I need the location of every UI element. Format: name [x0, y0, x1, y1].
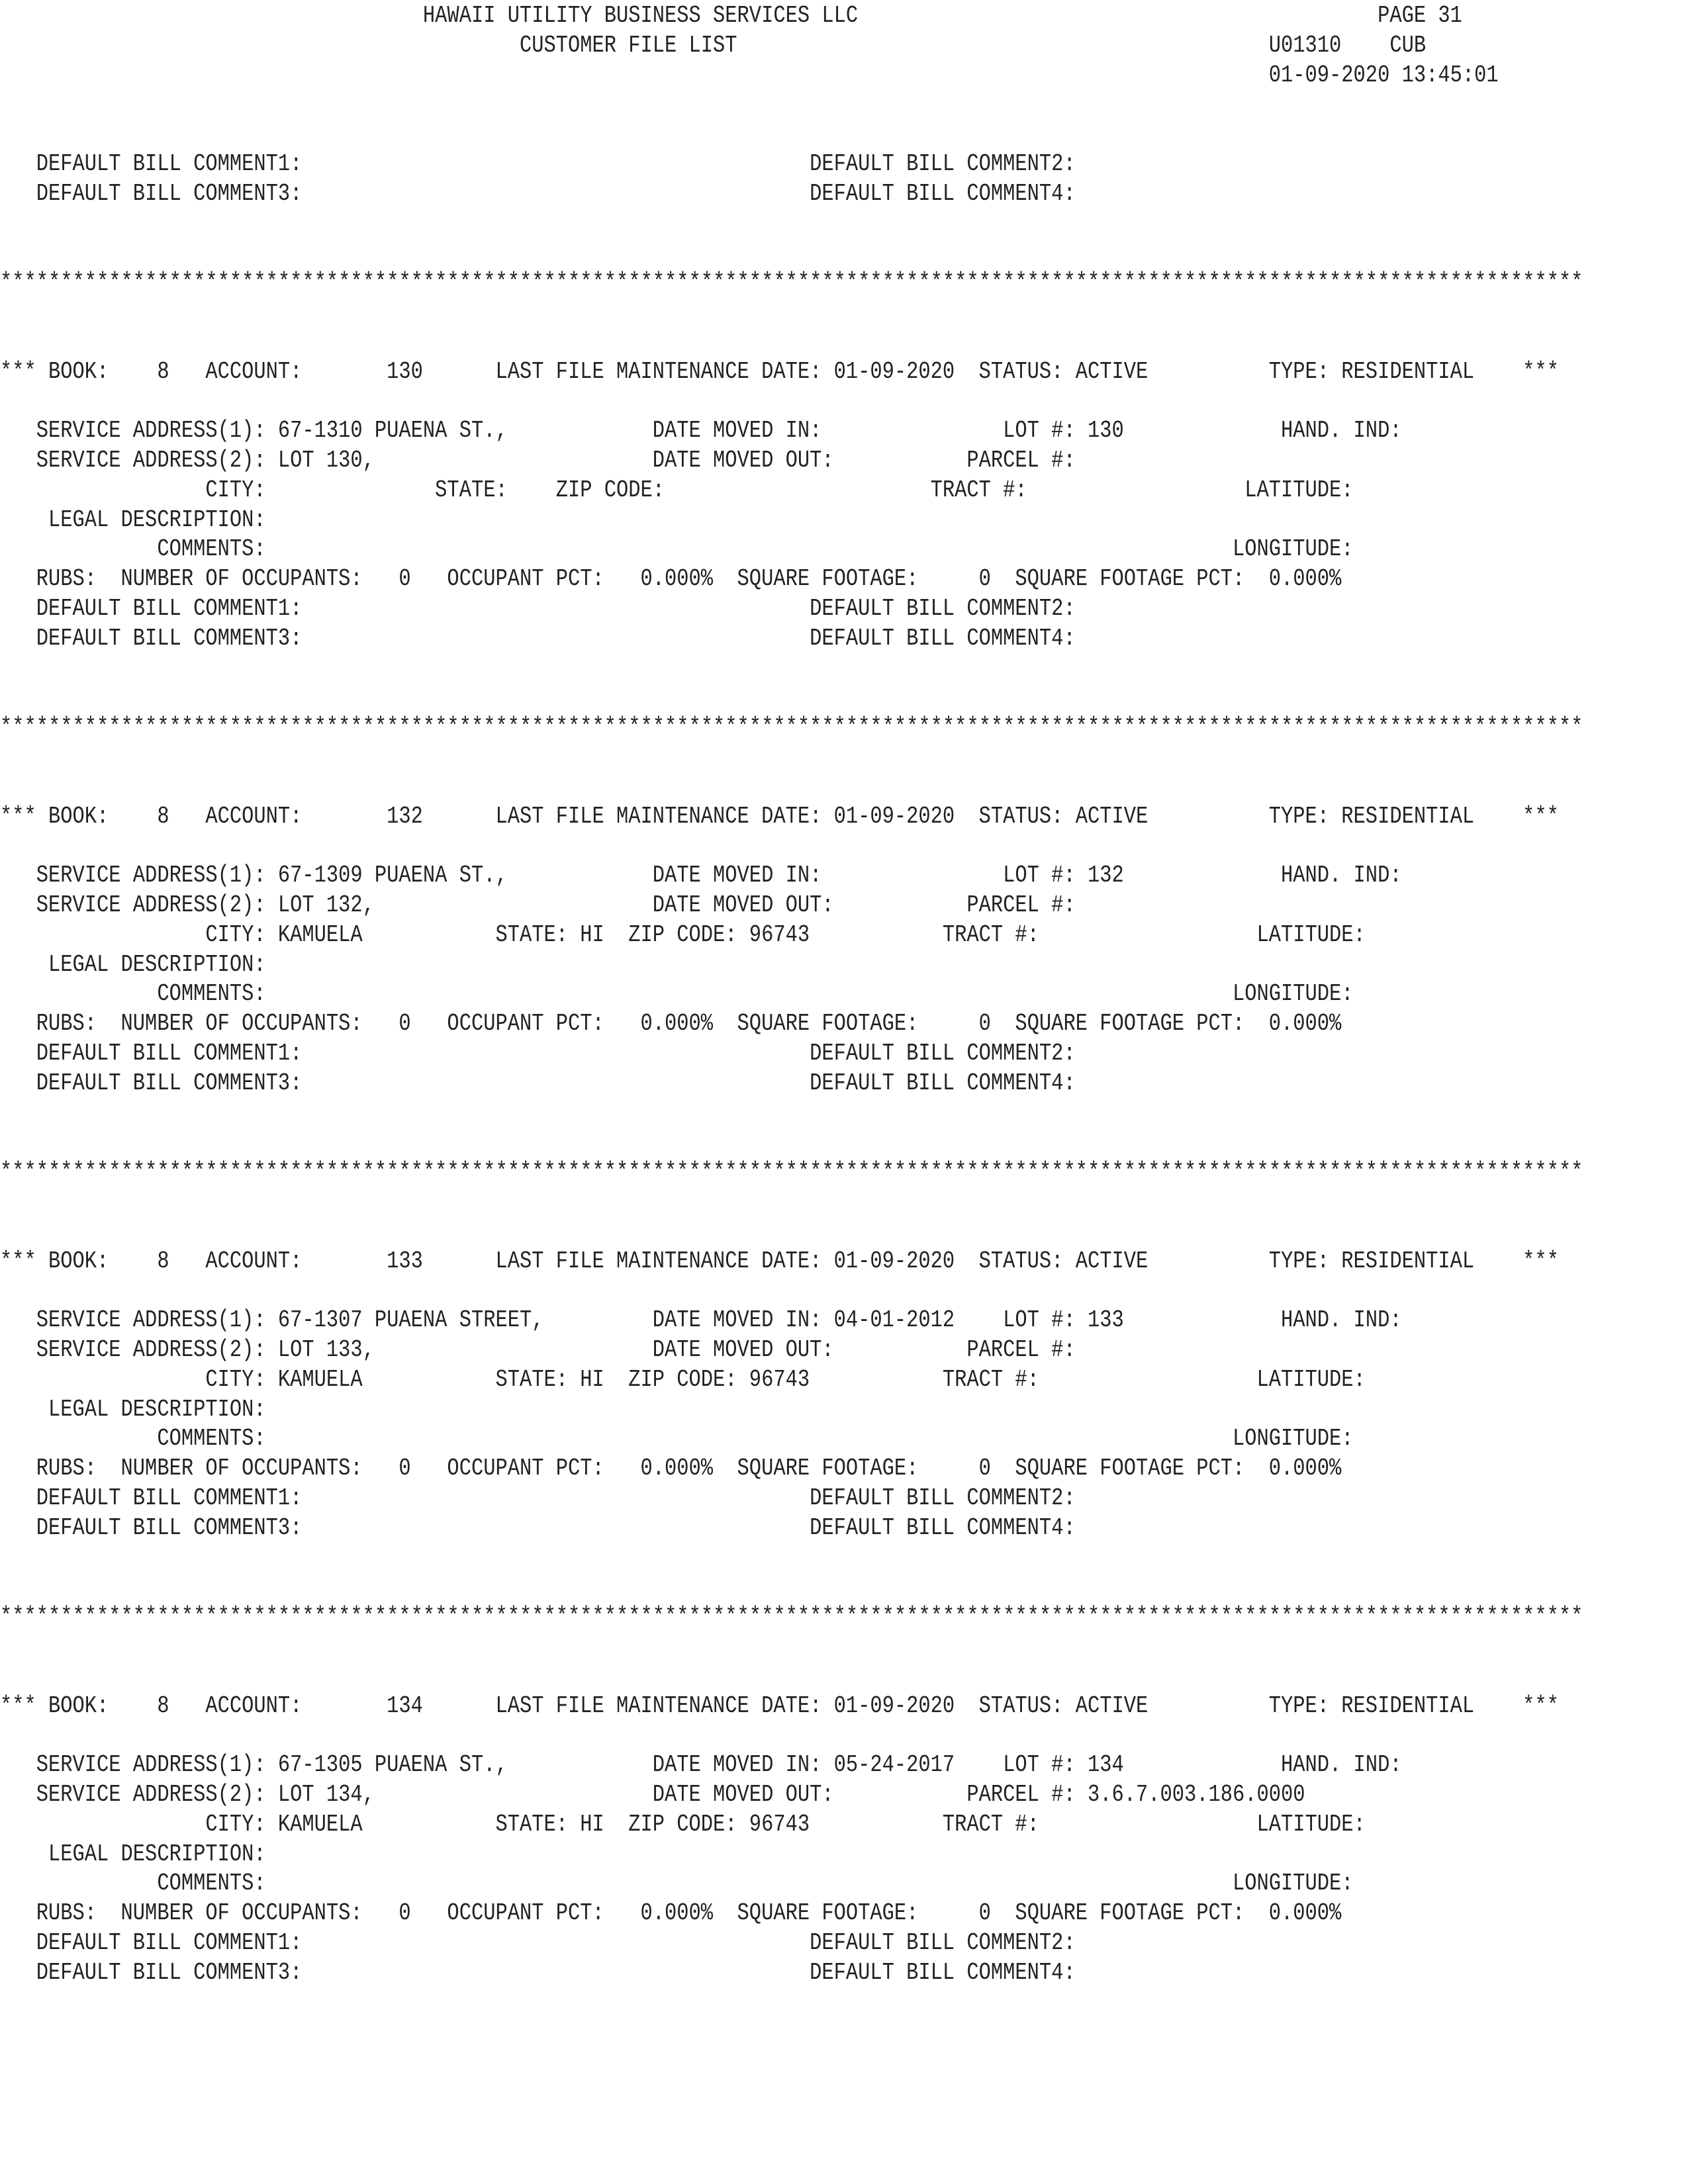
report-line: DEFAULT BILL COMMENT1: DEFAULT BILL COMMENT2:	[0, 150, 1076, 177]
report-line	[0, 1128, 1427, 1157]
report-line: LEGAL DESCRIPTION:	[0, 950, 266, 978]
report-line: SERVICE ADDRESS(1): 67-1310 PUAENA ST., DATE MOVED IN: LOT #: 130 HAND. IND:	[0, 417, 1402, 445]
report-line: SERVICE ADDRESS(1): 67-1305 PUAENA ST., DATE MOVED IN: 05-24-2017 LOT #: 134 HAND. IND:	[0, 1751, 1402, 1779]
report-line	[0, 1543, 1427, 1572]
report-line: SERVICE ADDRESS(2): LOT 132, DATE MOVED OUT: PARCEL #:	[0, 891, 1076, 919]
report-line: SERVICE ADDRESS(2): LOT 134, DATE MOVED OUT: PARCEL #: 3.6.7.003.186.0000	[0, 1781, 1305, 1808]
report-company-title: HAWAII UTILITY BUSINESS SERVICES LLC PAGE 31	[0, 2, 1462, 29]
report-line: COMMENTS: LONGITUDE:	[0, 980, 1354, 1008]
report-line	[0, 90, 1427, 119]
record-separator: ***********************************************************************************************************************************	[0, 713, 1583, 741]
report-line: SERVICE ADDRESS(2): LOT 133, DATE MOVED OUT: PARCEL #:	[0, 1336, 1076, 1363]
report-line: LEGAL DESCRIPTION:	[0, 1840, 266, 1868]
record-separator: ***********************************************************************************************************************************	[0, 269, 1583, 296]
report-line	[0, 1721, 1427, 1750]
report-line	[0, 120, 1427, 149]
report-line: COMMENTS: LONGITUDE:	[0, 535, 1354, 563]
report-line	[0, 238, 1427, 267]
report-line: COMMENTS: LONGITUDE:	[0, 1870, 1354, 1897]
report-line: RUBS: NUMBER OF OCCUPANTS: 0 OCCUPANT PCT: 0.000% SQUARE FOOTAGE: 0 SQUARE FOOTAGE PCT: 0.000%	[0, 565, 1342, 593]
report-line: DEFAULT BILL COMMENT3: DEFAULT BILL COMMENT4:	[0, 1514, 1076, 1541]
report-line	[0, 743, 1427, 772]
report-line	[0, 1276, 1427, 1305]
report-line	[0, 387, 1427, 416]
report-line	[0, 328, 1427, 357]
report-line: DEFAULT BILL COMMENT1: DEFAULT BILL COMMENT2:	[0, 1040, 1076, 1067]
account-header-line: *** BOOK: 8 ACCOUNT: 130 LAST FILE MAINTENANCE DATE: 01-09-2020 STATUS: ACTIVE TYPE: RESIDENTIAL ***	[0, 357, 1559, 385]
record-separator: ***********************************************************************************************************************************	[0, 1603, 1583, 1631]
report-line	[0, 298, 1427, 327]
report-timestamp: 01-09-2020 13:45:01	[0, 61, 1499, 89]
report-line: SERVICE ADDRESS(1): 67-1307 PUAENA STREET, DATE MOVED IN: 04-01-2012 LOT #: 133 HAND. IND:	[0, 1306, 1402, 1334]
report-line: DEFAULT BILL COMMENT3: DEFAULT BILL COMMENT4:	[0, 179, 1076, 207]
account-header-line: *** BOOK: 8 ACCOUNT: 133 LAST FILE MAINTENANCE DATE: 01-09-2020 STATUS: ACTIVE TYPE: RESIDENTIAL ***	[0, 1247, 1559, 1275]
report-line: LEGAL DESCRIPTION:	[0, 1395, 266, 1423]
report-line	[0, 1187, 1427, 1216]
report-line: CITY: KAMUELA STATE: HI ZIP CODE: 96743 TRACT #: LATITUDE:	[0, 1365, 1366, 1393]
report-line: CITY: STATE: ZIP CODE: TRACT #: LATITUDE:	[0, 476, 1354, 504]
record-separator: ***********************************************************************************************************************************	[0, 1158, 1583, 1186]
report-line	[0, 209, 1427, 238]
report-line: SERVICE ADDRESS(1): 67-1309 PUAENA ST., DATE MOVED IN: LOT #: 132 HAND. IND:	[0, 862, 1402, 889]
report-line: LEGAL DESCRIPTION:	[0, 506, 266, 533]
report-subtitle: CUSTOMER FILE LIST U01310 CUB	[0, 31, 1427, 59]
account-header-line: *** BOOK: 8 ACCOUNT: 132 LAST FILE MAINTENANCE DATE: 01-09-2020 STATUS: ACTIVE TYPE: RESIDENTIAL ***	[0, 802, 1559, 830]
report-line: DEFAULT BILL COMMENT1: DEFAULT BILL COMMENT2:	[0, 1929, 1076, 1956]
account-header-line: *** BOOK: 8 ACCOUNT: 134 LAST FILE MAINTENANCE DATE: 01-09-2020 STATUS: ACTIVE TYPE: RESIDENTIAL ***	[0, 1692, 1559, 1719]
report-line	[0, 831, 1427, 860]
report-line	[0, 654, 1427, 683]
report-line	[0, 1099, 1427, 1128]
report-line: CITY: KAMUELA STATE: HI ZIP CODE: 96743 TRACT #: LATITUDE:	[0, 921, 1366, 948]
report-line	[0, 1662, 1427, 1691]
report-line: CITY: KAMUELA STATE: HI ZIP CODE: 96743 TRACT #: LATITUDE:	[0, 1810, 1366, 1838]
report-line: COMMENTS: LONGITUDE:	[0, 1425, 1354, 1453]
report-line	[0, 1217, 1427, 1246]
report-line: DEFAULT BILL COMMENT1: DEFAULT BILL COMMENT2:	[0, 1484, 1076, 1512]
report-line: DEFAULT BILL COMMENT1: DEFAULT BILL COMMENT2:	[0, 595, 1076, 622]
report-line: DEFAULT BILL COMMENT3: DEFAULT BILL COMMENT4:	[0, 624, 1076, 652]
report-line: RUBS: NUMBER OF OCCUPANTS: 0 OCCUPANT PCT: 0.000% SQUARE FOOTAGE: 0 SQUARE FOOTAGE PCT: 0.000%	[0, 1010, 1342, 1038]
report-line	[0, 683, 1427, 712]
report-line: DEFAULT BILL COMMENT3: DEFAULT BILL COMMENT4:	[0, 1958, 1076, 1986]
report-line: RUBS: NUMBER OF OCCUPANTS: 0 OCCUPANT PCT: 0.000% SQUARE FOOTAGE: 0 SQUARE FOOTAGE PCT: 0.000%	[0, 1899, 1342, 1927]
report-line	[0, 772, 1427, 801]
report-line	[0, 1572, 1427, 1602]
report-line: RUBS: NUMBER OF OCCUPANTS: 0 OCCUPANT PCT: 0.000% SQUARE FOOTAGE: 0 SQUARE FOOTAGE PCT: 0.000%	[0, 1455, 1342, 1482]
report-line: SERVICE ADDRESS(2): LOT 130, DATE MOVED OUT: PARCEL #:	[0, 447, 1076, 474]
report-line: DEFAULT BILL COMMENT3: DEFAULT BILL COMMENT4:	[0, 1069, 1076, 1097]
report-line	[0, 1632, 1427, 1661]
